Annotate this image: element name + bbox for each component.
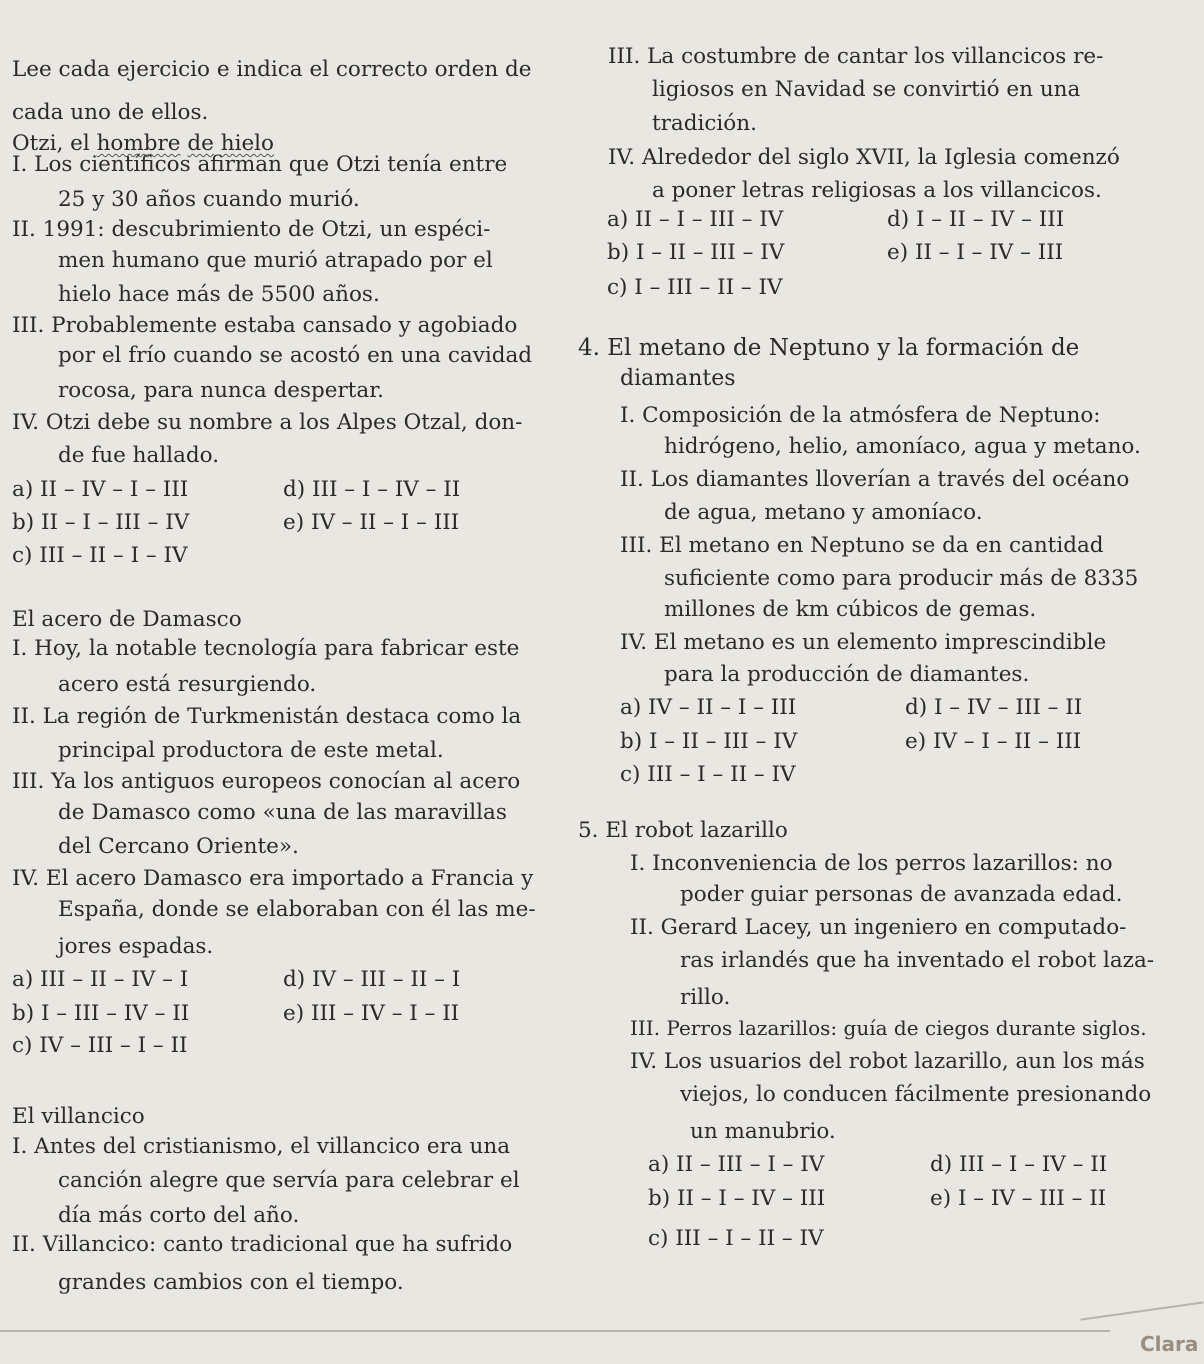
neptuno-line: de agua, metano y amoníaco. bbox=[664, 500, 983, 525]
acero-line: I. Hoy, la notable tecnología para fabricar este bbox=[12, 636, 520, 661]
otzi-option-a[interactable]: a) II – IV – I – III bbox=[12, 477, 189, 502]
villancico-line: ligiosos en Navidad se convirtió en una bbox=[652, 77, 1081, 102]
intro-line-2: cada uno de ellos. bbox=[12, 100, 209, 125]
villancico-line: canción alegre que servía para celebrar el bbox=[58, 1168, 520, 1193]
robot-option-a[interactable]: a) II – III – I – IV bbox=[648, 1152, 825, 1177]
acero-line: del Cercano Oriente». bbox=[58, 834, 299, 859]
acero-line: acero está resurgiendo. bbox=[58, 672, 317, 697]
otzi-title-part: Otzi, el bbox=[12, 131, 97, 156]
otzi-option-c[interactable]: c) III – II – I – IV bbox=[12, 543, 188, 568]
otzi-line: hielo hace más de 5500 años. bbox=[58, 282, 380, 307]
otzi-title-part: de bbox=[187, 131, 214, 156]
villancico-line: grandes cambios con el tiempo. bbox=[58, 1270, 404, 1295]
neptuno-option-d[interactable]: d) I – IV – III – II bbox=[905, 695, 1083, 720]
neptuno-option-a[interactable]: a) IV – II – I – III bbox=[620, 695, 797, 720]
neptuno-option-b[interactable]: b) I – II – III – IV bbox=[620, 729, 798, 754]
acero-line: IV. El acero Damasco era importado a Francia y bbox=[12, 866, 534, 891]
otzi-option-b[interactable]: b) II – I – III – IV bbox=[12, 510, 190, 535]
robot-title: 5. El robot lazarillo bbox=[578, 818, 788, 843]
neptuno-line: suficiente como para producir más de 8335 bbox=[664, 566, 1139, 591]
villancico-option-d[interactable]: d) I – II – IV – III bbox=[887, 207, 1065, 232]
acero-option-c[interactable]: c) IV – III – I – II bbox=[12, 1033, 188, 1058]
footer-logo: Clara bbox=[1140, 1332, 1199, 1356]
acero-option-a[interactable]: a) III – II – IV – I bbox=[12, 967, 189, 992]
footer-rule-accent bbox=[1080, 1301, 1203, 1320]
robot-option-c[interactable]: c) III – I – II – IV bbox=[648, 1226, 824, 1251]
villancico-option-c[interactable]: c) I – III – II – IV bbox=[607, 275, 783, 300]
villancico-line: tradición. bbox=[652, 111, 757, 136]
footer-rule bbox=[0, 1330, 1110, 1332]
neptuno-option-c[interactable]: c) III – I – II – IV bbox=[620, 762, 796, 787]
acero-title: El acero de Damasco bbox=[12, 607, 242, 632]
otzi-line: IV. Otzi debe su nombre a los Alpes Otzal, don- bbox=[12, 410, 523, 435]
robot-option-d[interactable]: d) III – I – IV – II bbox=[930, 1152, 1108, 1177]
neptuno-line: hidrógeno, helio, amoníaco, agua y metano. bbox=[664, 434, 1141, 459]
robot-line: I. Inconveniencia de los perros lazarillos: no bbox=[630, 851, 1113, 876]
otzi-line: III. Probablemente estaba cansado y agobiado bbox=[12, 313, 518, 338]
villancico-line: I. Antes del cristianismo, el villancico era una bbox=[12, 1134, 511, 1159]
acero-line: principal productora de este metal. bbox=[58, 738, 444, 763]
villancico-line: IV. Alrededor del siglo XVII, la Iglesia comenzó bbox=[608, 145, 1120, 170]
otzi-option-e[interactable]: e) IV – II – I – III bbox=[283, 510, 460, 535]
otzi-option-d[interactable]: d) III – I – IV – II bbox=[283, 477, 461, 502]
villancico-option-a[interactable]: a) II – I – III – IV bbox=[607, 207, 784, 232]
robot-line: IV. Los usuarios del robot lazarillo, aun los más bbox=[630, 1049, 1145, 1074]
neptuno-line: IV. El metano es un elemento imprescindible bbox=[620, 630, 1107, 655]
otzi-line: I. Los científicos afirman que Otzi tenía entre bbox=[12, 152, 508, 177]
robot-line: III. Perros lazarillos: guía de ciegos durante siglos. bbox=[630, 1016, 1147, 1040]
villancico-line: III. La costumbre de cantar los villancicos re- bbox=[608, 44, 1104, 69]
villancico-line: día más corto del año. bbox=[58, 1203, 300, 1228]
robot-line: viejos, lo conducen fácilmente presionando bbox=[680, 1082, 1152, 1107]
neptuno-line: millones de km cúbicos de gemas. bbox=[664, 597, 1037, 622]
acero-line: de Damasco como «una de las maravillas bbox=[58, 800, 507, 825]
villancico-option-b[interactable]: b) I – II – III – IV bbox=[607, 240, 785, 265]
neptuno-line: para la producción de diamantes. bbox=[664, 662, 1030, 687]
robot-option-b[interactable]: b) II – I – IV – III bbox=[648, 1186, 826, 1211]
neptuno-line: III. El metano en Neptuno se da en cantidad bbox=[620, 533, 1104, 558]
otzi-line: de fue hallado. bbox=[58, 443, 220, 468]
acero-line: jores espadas. bbox=[58, 934, 214, 959]
neptuno-option-e[interactable]: e) IV – I – II – III bbox=[905, 729, 1082, 754]
otzi-line: 25 y 30 años cuando murió. bbox=[58, 187, 360, 212]
otzi-line: por el frío cuando se acostó en una cavidad bbox=[58, 343, 533, 368]
acero-option-e[interactable]: e) III – IV – I – II bbox=[283, 1001, 460, 1026]
otzi-title-part: hombre bbox=[96, 131, 181, 156]
acero-line: II. La región de Turkmenistán destaca como la bbox=[12, 704, 522, 729]
acero-line: III. Ya los antiguos europeos conocían al acero bbox=[12, 769, 521, 794]
intro-line-1: Lee cada ejercicio e indica el correcto orden de bbox=[12, 57, 532, 82]
otzi-title-part: hielo bbox=[220, 131, 274, 156]
robot-line: ras irlandés que ha inventado el robot laza- bbox=[680, 948, 1155, 973]
neptuno-title: 4. El metano de Neptuno y la formación de bbox=[578, 335, 1080, 361]
acero-line: España, donde se elaboraban con él las me- bbox=[58, 897, 536, 922]
robot-line: rillo. bbox=[680, 985, 731, 1010]
villancico-line: a poner letras religiosas a los villancicos. bbox=[652, 178, 1102, 203]
otzi-line: men humano que murió atrapado por el bbox=[58, 248, 493, 273]
neptuno-line: I. Composición de la atmósfera de Neptuno: bbox=[620, 403, 1101, 428]
robot-line: II. Gerard Lacey, un ingeniero en computado- bbox=[630, 915, 1127, 940]
acero-option-b[interactable]: b) I – III – IV – II bbox=[12, 1001, 190, 1026]
villancico-title: El villancico bbox=[12, 1104, 145, 1129]
villancico-line: II. Villancico: canto tradicional que ha sufrido bbox=[12, 1232, 513, 1257]
villancico-option-e[interactable]: e) II – I – IV – III bbox=[887, 240, 1064, 265]
neptuno-line: II. Los diamantes lloverían a través del océano bbox=[620, 467, 1130, 492]
acero-option-d[interactable]: d) IV – III – II – I bbox=[283, 967, 461, 992]
robot-option-e[interactable]: e) I – IV – III – II bbox=[930, 1186, 1107, 1211]
otzi-line: rocosa, para nunca despertar. bbox=[58, 378, 384, 403]
otzi-line: II. 1991: descubrimiento de Otzi, un espéci- bbox=[12, 217, 491, 242]
robot-line: un manubrio. bbox=[690, 1119, 836, 1144]
neptuno-title: diamantes bbox=[620, 366, 736, 391]
robot-line: poder guiar personas de avanzada edad. bbox=[680, 882, 1123, 907]
